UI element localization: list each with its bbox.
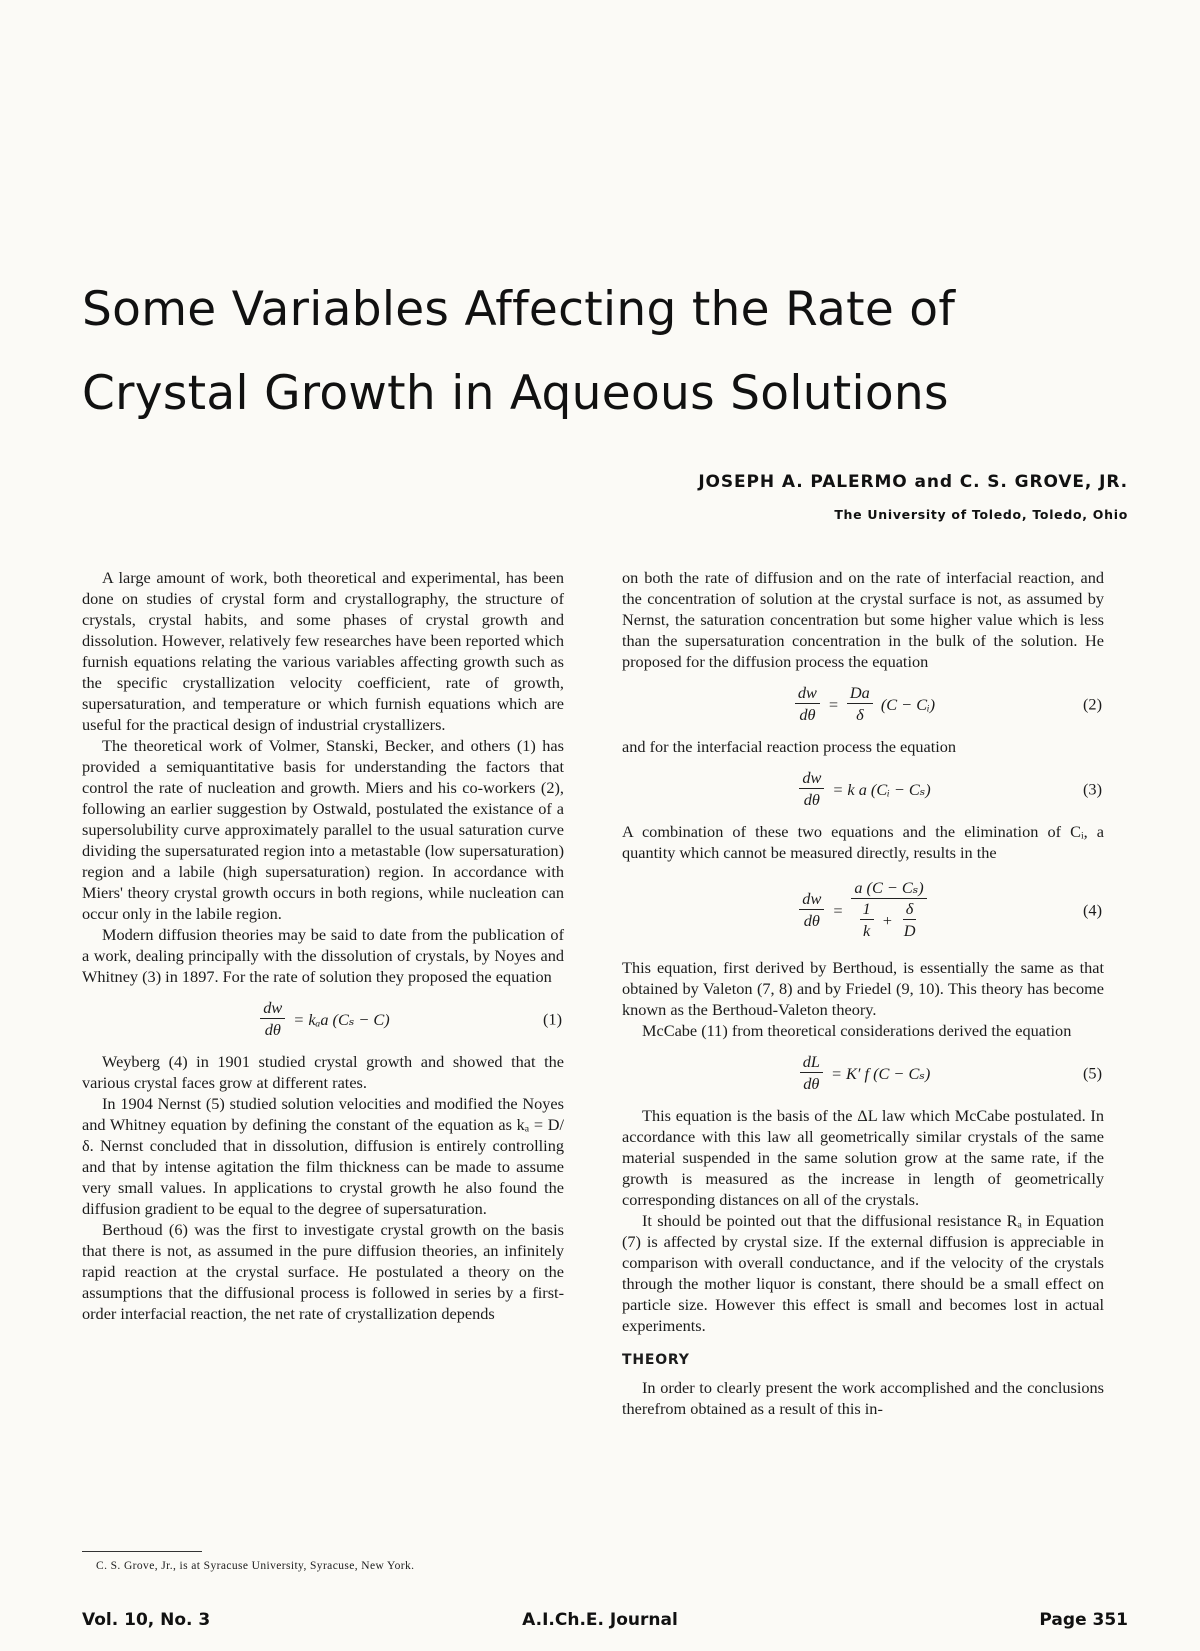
footnote: C. S. Grove, Jr., is at Syracuse University, Syracuse, New York. xyxy=(96,1560,415,1572)
paragraph: Weyberg (4) in 1901 studied crystal growth and showed that the various crystal faces grow at different rates. xyxy=(82,1052,564,1092)
paragraph: Berthoud (6) was the first to investigate crystal growth on the basis that there is not, as assumed in the pure diffusion theories, an infinitely rapid reaction at the crystal surface. He postulated a theory on the assumptions that the diffusional process is followed in series by a first-order interfacial reaction, the net rate of crystallization depends xyxy=(82,1220,564,1323)
eq5-numerator: dL xyxy=(800,1052,823,1073)
paragraph: The theoretical work of Volmer, Stanski, Becker, and others (1) has provided a semiquantitative basis for understanding the factors that control the rate of nucleation and growth. Miers and his co-workers (2), following an earlier suggestion by Ostwald, postulated the existance of a supersolubility curve approximately parallel to the usual saturation curve dividing the supersaturated region into a metastable (low supersaturation) region and a labile (high supersaturation) region. In accordance with Miers' theory crystal growth occurs in both regions, while nucleation can occur only in the labile region. xyxy=(82,736,564,923)
left-column xyxy=(82,567,564,1324)
eq3-numerator: dw xyxy=(799,768,824,789)
eq5-denominator: dθ xyxy=(803,1073,820,1093)
right-column xyxy=(622,567,1104,1419)
section-heading: THEORY xyxy=(622,1352,690,1368)
paragraph: Modern diffusion theories may be said to date from the publication of a work, dealing principally with the dissolution of crystals, by Noyes and Whitney (3) in 1897. For the rate of solution they proposed the equation xyxy=(82,925,564,986)
equation-2: $\frac{dw}{d\theta}$ = $\frac{Da}{\delta}$ (C − Cᵢ) (2) xyxy=(622,678,1104,730)
paragraph: and for the interfacial reaction process the equation xyxy=(622,737,957,756)
title-line-1: Some Variables Affecting the Rate of xyxy=(82,282,956,337)
equation-5 xyxy=(622,1047,1104,1099)
paragraph: In order to clearly present the work accomplished and the conclusions therefrom obtained as a result of this in- xyxy=(622,1378,1104,1418)
eq4-top: a (C − Cₛ) xyxy=(851,878,926,899)
equation-number: (5) xyxy=(1083,1063,1102,1083)
eq4-b1-den: k xyxy=(863,921,871,940)
author-affiliation: The University of Toledo, Toledo, Ohio xyxy=(834,507,1128,522)
footer-journal: A.I.Ch.E. Journal xyxy=(522,1610,678,1630)
paragraph: In 1904 Nernst (5) studied solution velocities and modified the Noyes and Whitney equation by defining the constant of the equation as kₐ = D/δ. Nernst concluded that in dissolution, diffusion is entirely controlling and that by intense agitation the film thickness can be made to assume very small values. In applications to crystal growth he also found the diffusion gradient to be equal to the degree of supersaturation. xyxy=(82,1094,564,1218)
equation-number: (2) xyxy=(1083,694,1102,714)
paragraph: It should be pointed out that the diffusional resistance Rₐ in Equation (7) is affected by crystal size. If the external diffusion is appreciable in comparison with overall conductance, and if the velocity of the crystals through the mother liquor is constant, there should be a small effect on particle size. However this effect is small and becomes lost in actual experiments. xyxy=(622,1211,1104,1335)
eq1-numerator: dw xyxy=(260,998,285,1019)
eq4-b2-den: D xyxy=(903,921,916,940)
eq4-denominator: dθ xyxy=(803,910,820,930)
equation-number: (1) xyxy=(543,1009,562,1029)
eq3-rhs: = k a (Cᵢ − Cₛ) xyxy=(832,779,931,799)
paragraph: on both the rate of diffusion and on the rate of interfacial reaction, and the concentration of solution at the crystal surface is not, as assumed by Nernst, the saturation concentration but some higher value which is less than the supersaturation concentration in the bulk of the solution. He proposed for the diffusion process the equation xyxy=(622,568,1104,671)
eq2-numerator: dw xyxy=(795,683,820,704)
paper-title xyxy=(82,268,1132,436)
eq1-denominator: dθ xyxy=(264,1019,281,1039)
paragraph: A large amount of work, both theoretical and experimental, has been done on studies of crystal form and crystallography, the structure of crystals, crystal habits, and some phases of crystal growth and dissolution. However, relatively few researches have been reported which furnish equations relating the various variables affecting growth such as the specific crystallization velocity coefficient, rate of growth, supersaturation, and temperature or which furnish equations which are useful for the practical design of industrial crystallizers. xyxy=(82,568,564,734)
equation-number: (4) xyxy=(1083,900,1102,920)
equation-4: $\frac{dw}{d\theta}$ = a (C − Cₛ) $\frac{1}{k}$ + $\frac{\delta}{D}$ (4) xyxy=(622,869,1104,951)
paragraph: A combination of these two equations and the elimination of Cᵢ, a quantity which cannot be measured directly, results in the xyxy=(622,822,1104,862)
equation-1 xyxy=(82,993,564,1045)
eq1-rhs: = kₐa (Cₛ − C) xyxy=(293,1009,390,1029)
footnote-divider xyxy=(82,1551,202,1552)
paragraph: This equation is the basis of the ΔL law which McCabe postulated. In accordance with this law all geometrically similar crystals of the same material suspended in the same solution grow at the same rate, if the growth is measured as the increase in length of geometrically corresponding distances on all of the crystals. xyxy=(622,1106,1104,1209)
title-line-2: Crystal Growth in Aqueous Solutions xyxy=(82,366,949,421)
eq4-numerator: dw xyxy=(799,889,824,910)
eq4-b1-num: 1 xyxy=(860,899,874,920)
eq2-frac-numerator: Da xyxy=(847,683,873,704)
eq2-denominator: dθ xyxy=(799,704,816,724)
eq4-b2-num: δ xyxy=(903,899,917,920)
eq5-rhs: = K′ f (C − Cₛ) xyxy=(830,1063,931,1083)
eq2-frac-denominator: δ xyxy=(856,704,864,724)
footer-page: Page 351 xyxy=(1039,1610,1128,1630)
footer-volume: Vol. 10, No. 3 xyxy=(82,1610,211,1630)
eq3-denominator: dθ xyxy=(803,789,820,809)
equation-number: (3) xyxy=(1083,779,1102,799)
paragraph: This equation, first derived by Berthoud, is essentially the same as that obtained by Valeton (7, 8) and by Friedel (9, 10). This theory has become known as the Berthoud-Valeton theory. xyxy=(622,958,1104,1019)
author-names: JOSEPH A. PALERMO and C. S. GROVE, JR. xyxy=(698,472,1128,492)
paragraph: McCabe (11) from theoretical considerations derived the equation xyxy=(642,1021,1072,1040)
eq2-rhs: (C − Cᵢ) xyxy=(880,694,936,714)
equation-3 xyxy=(622,763,1104,815)
